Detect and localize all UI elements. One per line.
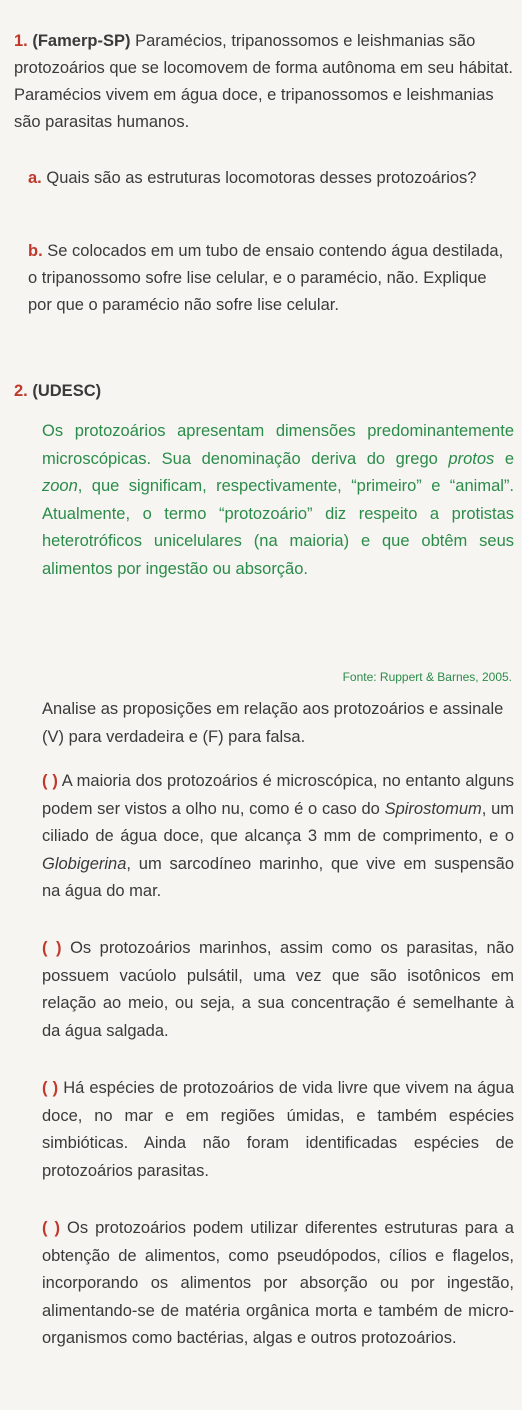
- question-number: 2.: [14, 382, 28, 400]
- excerpt-part: Os protozoários apresentam dimensões predominantemente microscópicas. Sua denominação deriva do grego: [42, 422, 514, 468]
- proposition-text: Os protozoários marinhos, assim como os parasitas, não possuem vacúolo pulsátil, uma vez que são isotônicos em relação ao meio, ou seja, a sua concentração é semelhante à da água salgada.: [42, 939, 515, 1040]
- answer-blank[interactable]: ( ): [42, 939, 62, 957]
- question-source: (UDESC): [32, 382, 102, 400]
- subquestion-b: [28, 238, 514, 319]
- excerpt-text: [42, 418, 514, 583]
- excerpt-part: , que significam, respectivamente, “primeiro” e “animal”. Atualmente, o termo “protozoário” diz respeito a protistas heterotróficos unicelulares (na maioria) e que obtêm seus alimentos por ingestão ou absorção.: [42, 477, 514, 578]
- proposition-text: , um sarcodíneo marinho, que vive em suspensão na água do mar.: [42, 854, 514, 900]
- subquestion-letter: a.: [28, 169, 42, 187]
- question-1: [14, 28, 514, 136]
- proposition-1: [42, 768, 514, 906]
- excerpt-term: protos: [448, 449, 495, 468]
- excerpt-term: zoon: [42, 477, 78, 495]
- instructions: Analise as proposições em relação aos protozoários e assinale (V) para verdadeira e (F) para falsa.: [42, 700, 504, 746]
- question-number: 1.: [14, 32, 28, 50]
- subquestion-letter: b.: [28, 242, 43, 260]
- proposition-3: [42, 1075, 514, 1185]
- species-name: Globigerina: [42, 854, 127, 873]
- species-name: Spirostomum: [384, 799, 482, 818]
- proposition-text: Há espécies de protozoários de vida livre que vivem na água doce, no mar e em regiões úmidas, e também espécies simbióticas. Ainda não foram identificadas espécies de protozoários parasitas.: [42, 1079, 514, 1180]
- proposition-text: , um ciliado de água doce, que alcança 3 mm de comprimento, e o: [42, 799, 514, 845]
- excerpt-part: e: [494, 449, 515, 468]
- proposition-2: [42, 935, 514, 1045]
- question-source: (Famerp-SP): [32, 32, 131, 50]
- proposition-4: [42, 1215, 514, 1353]
- answer-blank[interactable]: ( ): [42, 772, 58, 790]
- subquestion-a: [28, 165, 514, 192]
- subquestion-text: Se colocados em um tubo de ensaio contendo água destilada, o tripanossomo sofre lise celular, e o paramécio, não. Explique por que o paramécio não sofre lise celular.: [28, 242, 504, 314]
- question-text: Paramécios, tripanossomos e leishmanias são protozoários que se locomovem de forma autônoma em seu hábitat. Paramécios vivem em água doce, e tripanossomos e leishmanias são parasitas humanos.: [14, 32, 513, 131]
- excerpt-source: Fonte: Ruppert & Barnes, 2005.: [342, 670, 512, 684]
- answer-blank[interactable]: ( ): [42, 1079, 59, 1097]
- proposition-text: A maioria dos protozoários é microscópica, no entanto alguns podem ser vistos a olho nu, como é o caso do: [42, 772, 514, 818]
- answer-blank[interactable]: ( ): [42, 1219, 60, 1237]
- question-2-header: [14, 382, 101, 401]
- subquestion-text: Quais são as estruturas locomotoras desses protozoários?: [46, 169, 477, 187]
- proposition-text: Os protozoários podem utilizar diferentes estruturas para a obtenção de alimentos, como pseudópodos, cílios e flagelos, incorporando os alimentos por absorção ou por ingestão, alimentando-se de matéria orgânica morta e também de micro-organismos como bactérias, algas e outros protozoários.: [42, 1219, 514, 1347]
